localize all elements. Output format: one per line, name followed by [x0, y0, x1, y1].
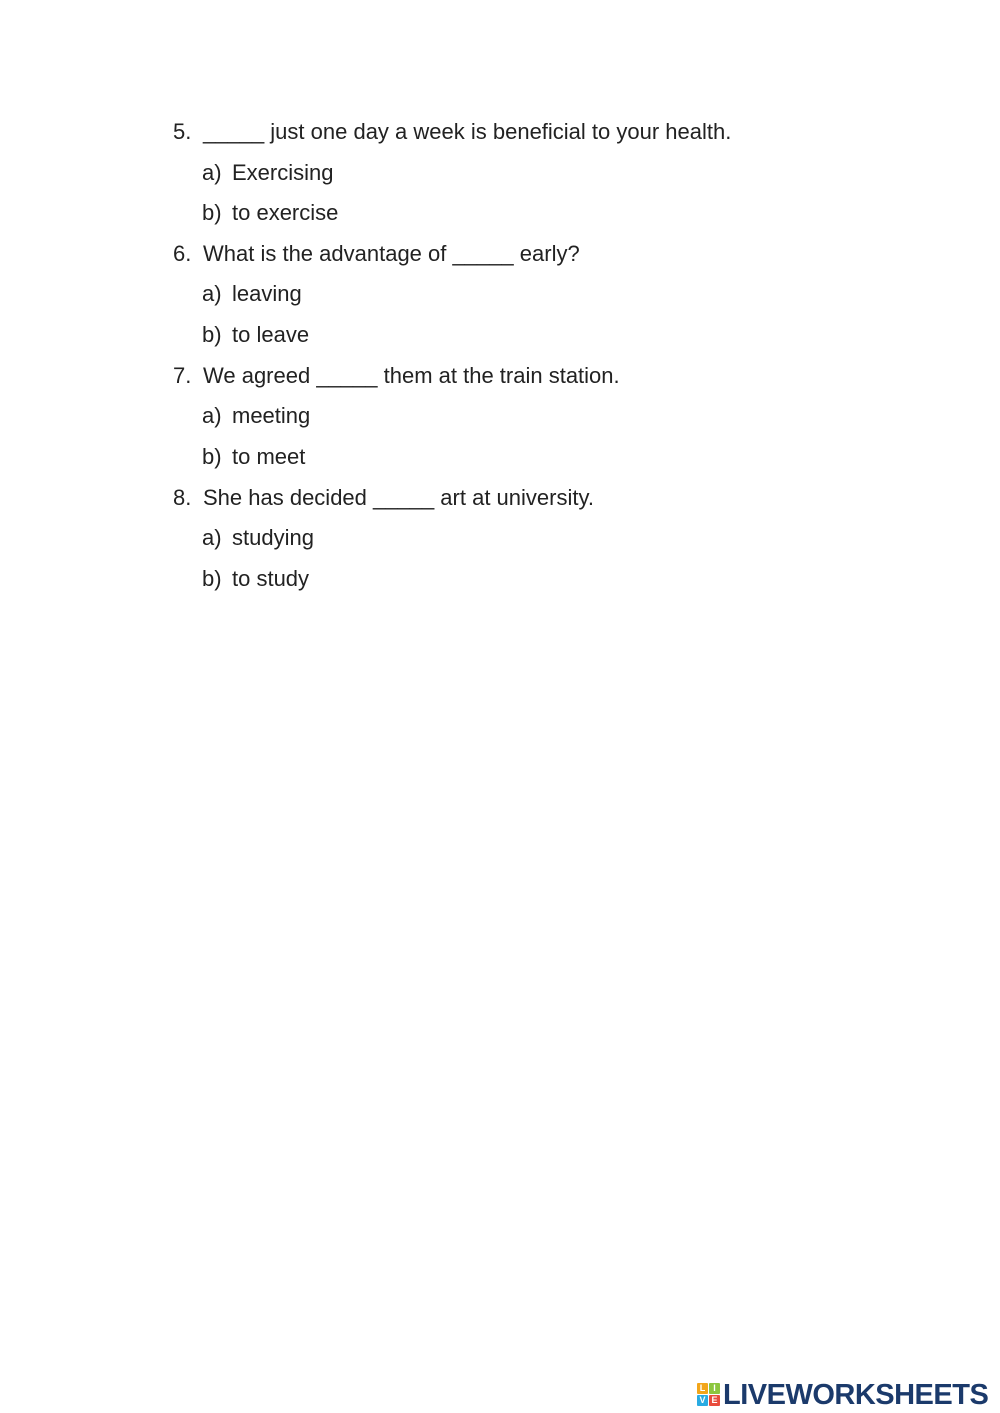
option-text: leaving [232, 281, 302, 306]
question-number: 8. [173, 485, 192, 510]
question-text: What is the advantage of _____ early? [203, 241, 580, 266]
option-letter: b) [202, 200, 222, 225]
option-letter: b) [202, 444, 222, 469]
option-letter: a) [202, 525, 222, 550]
question-number: 5. [173, 119, 192, 144]
question-number: 7. [173, 363, 192, 388]
option-text: studying [232, 525, 314, 550]
option-text: Exercising [232, 160, 334, 185]
liveworksheets-logo [697, 1380, 988, 1410]
option-text: to exercise [232, 200, 339, 225]
question-text: _____ just one day a week is beneficial to your health. [203, 119, 732, 144]
logo-tiles-icon: L I V E [697, 1383, 721, 1407]
question-text: She has decided _____ art at university. [203, 485, 594, 510]
brand-name: LIVEWORKSHEETS [723, 1379, 989, 1411]
option-text: to study [232, 566, 310, 591]
option-letter: a) [202, 160, 222, 185]
question-text: We agreed _____ them at the train station. [203, 363, 620, 388]
question-number: 6. [173, 241, 192, 266]
option-text: to meet [232, 444, 306, 469]
option-text: meeting [232, 403, 311, 428]
option-letter: a) [202, 281, 222, 306]
option-text: to leave [232, 322, 310, 347]
option-letter: b) [202, 566, 222, 591]
option-letter: a) [202, 403, 222, 428]
option-letter: b) [202, 322, 222, 347]
